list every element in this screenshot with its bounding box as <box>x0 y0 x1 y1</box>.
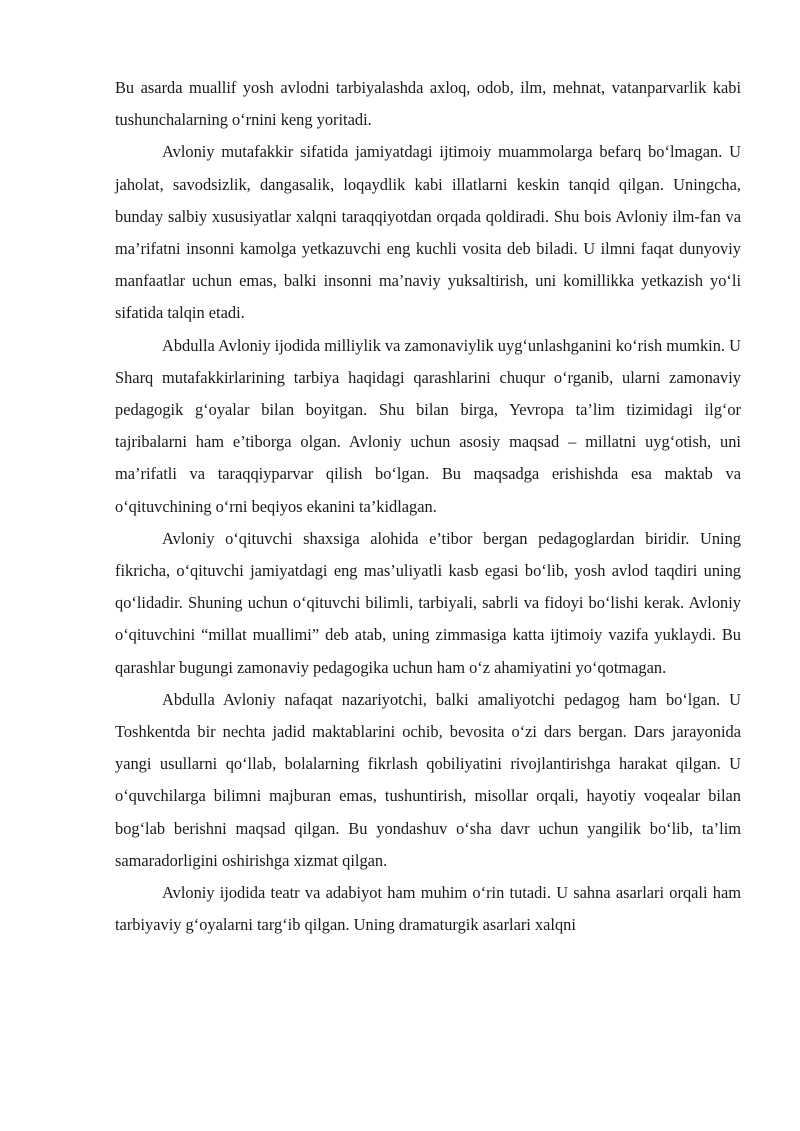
document-body <box>115 72 741 941</box>
paragraph: Abdulla Avloniy nafaqat nazariyotchi, balki amaliyotchi pedagog ham bo‘lgan. U Toshkentda bir nechta jadid maktablarini ochib, bevosita o‘zi dars bergan. Dars jarayonida yangi usullarni qo‘llab, bolalarning fikrlash qobiliyatini rivojlantirishga harakat qilgan. U o‘quvchilarga bilimni majburan emas, tushuntirish, misollar orqali, hayotiy voqealar bilan bog‘lab berishni maqsad qilgan. Bu yondashuv o‘sha davr uchun yangilik bo‘lib, ta’lim samaradorligini oshirishga xizmat qilgan. <box>115 689 741 870</box>
paragraph: Avloniy ijodida teatr va adabiyot ham muhim o‘rin tutadi. U sahna asarlari orqali ham tarbiyaviy g‘oyalarni targ‘ib qilgan. Uning dramaturgik asarlari xalqni <box>115 883 741 935</box>
paragraph: Bu asarda muallif yosh avlodni tarbiyalashda axloq, odob, ilm, mehnat, vatanparvarlik kabi tushunchalarning o‘rnini keng yoritadi. <box>115 78 741 130</box>
paragraph: Avloniy o‘qituvchi shaxsiga alohida e’tibor bergan pedagoglardan biridir. Uning fikricha, o‘qituvchi jamiyatdagi eng mas’uliyatli kasb egasi bo‘lib, yosh avlod taqdiri uning qo‘lidadir. Shuning uchun o‘qituvchi bilimli, tarbiyali, sabrli va fidoyi bo‘lishi kerak. Avloniy o‘qituvchini “millat muallimi” deb atab, uning zimmasiga katta ijtimoiy vazifa yuklaydi. Bu qarashlar bugungi zamonaviy pedagogika uchun ham o‘z ahamiyatini yo‘qotmagan. <box>115 528 741 677</box>
paragraph: Avloniy mutafakkir sifatida jamiyatdagi ijtimoiy muammolarga befarq bo‘lmagan. U jaholat, savodsizlik, dangasalik, loqaydlik kabi illatlarni keskin tanqid qilgan. Uningcha, bunday salbiy xususiyatlar xalqni taraqqiyotdan orqada qoldiradi. Shu bois Avloniy ilm-fan va ma’rifatni insonni kamolga yetkazuvchi eng kuchli vosita deb biladi. U ilmni faqat dunyoviy manfaatlar uchun emas, balki insonni ma’naviy yuksaltirish, uni komillikka yetkazish yo‘li sifatida talqin etadi. <box>115 142 741 323</box>
paragraph: Abdulla Avloniy ijodida milliylik va zamonaviylik uyg‘unlashganini ko‘rish mumkin. U Sharq mutafakkirlarining tarbiya haqidagi qarashlarini chuqur o‘rganib, ularni zamonaviy pedagogik g‘oyalar bilan boyitgan. Shu bilan birga, Yevropa ta’lim tizimidagi ilg‘or tajribalarni ham e’tiborga olgan. Avloniy uchun asosiy maqsad – millatni uyg‘otish, uni ma’rifatli va taraqqiyparvar qilish bo‘lgan. Bu maqsadga erishishda esa maktab va o‘qituvchining o‘rni beqiyos ekanini ta’kidlagan. <box>115 335 741 516</box>
